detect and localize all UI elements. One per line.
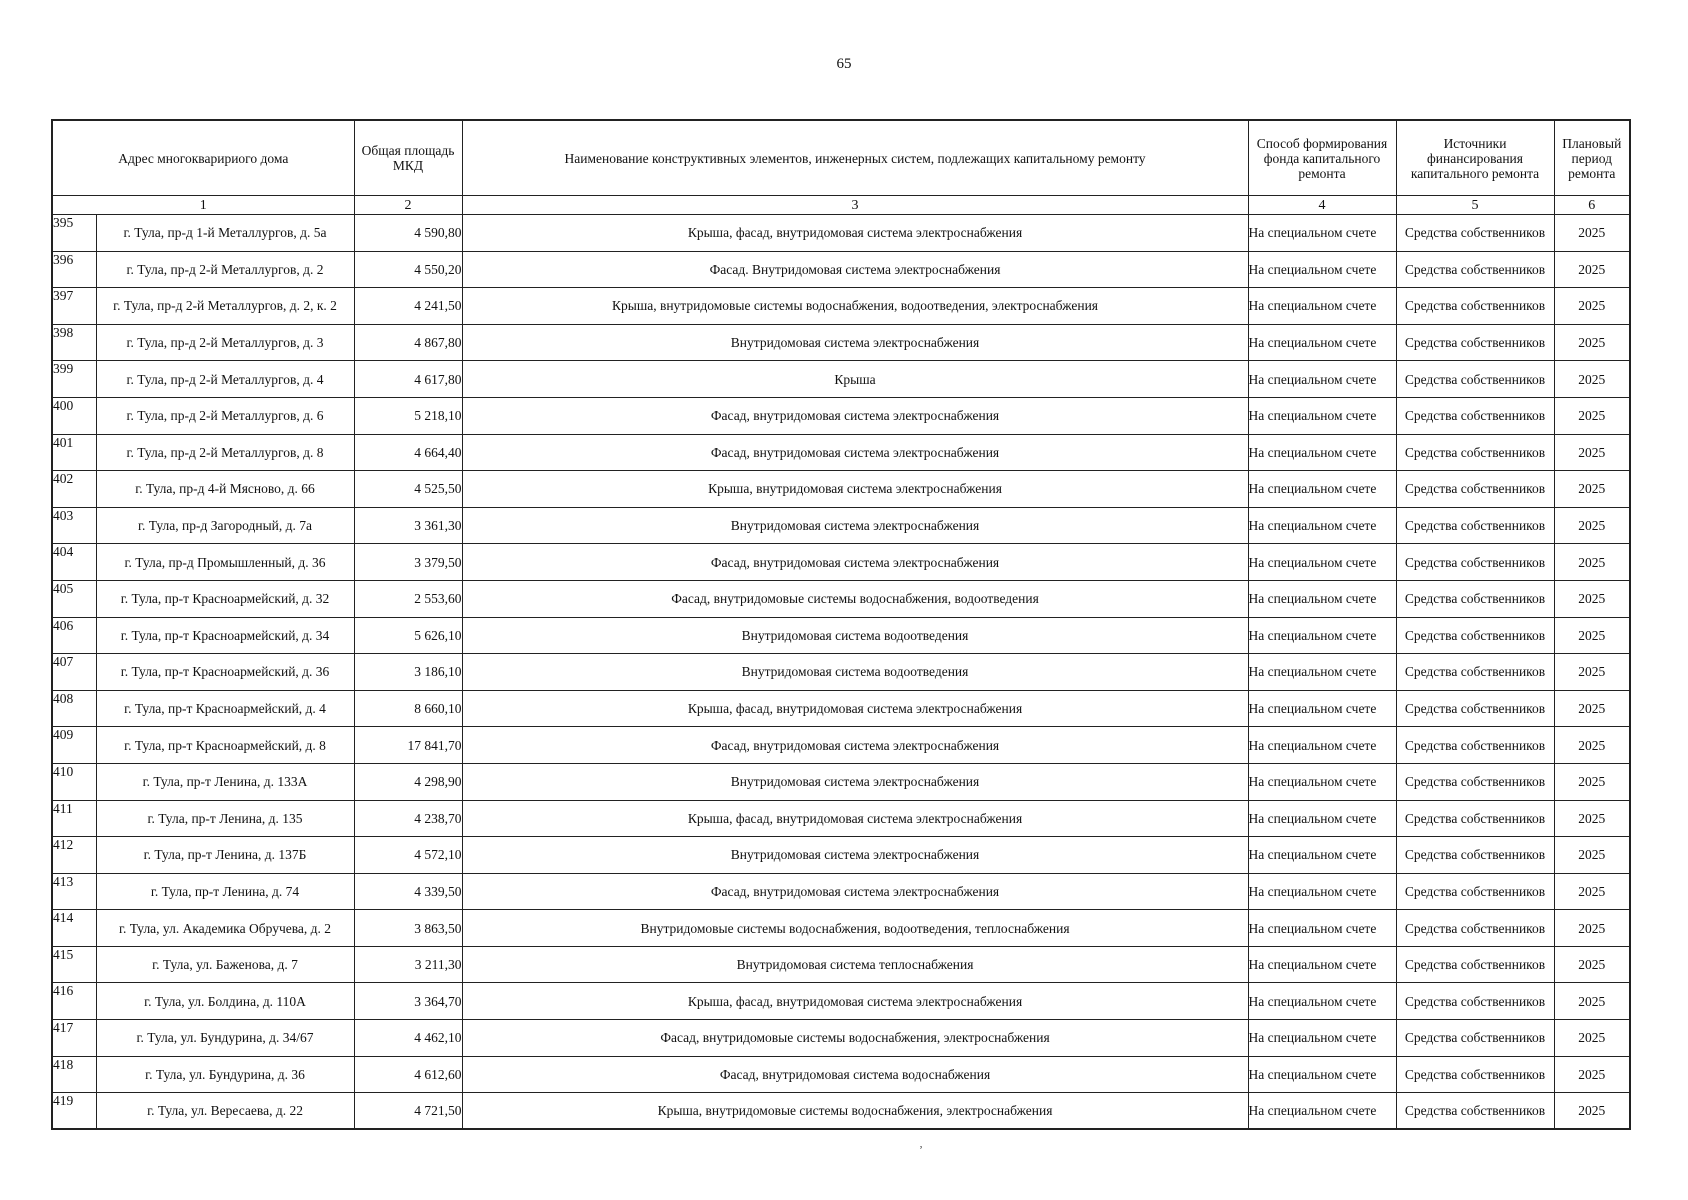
row-number: 408	[52, 690, 96, 727]
period-cell: 2025	[1554, 544, 1630, 581]
column-number: 3	[462, 196, 1248, 215]
address-cell: г. Тула, пр-т Ленина, д. 137Б	[96, 837, 354, 874]
method-cell: На специальном счете	[1248, 763, 1396, 800]
area-cell: 4 525,50	[354, 471, 462, 508]
area-cell: 4 617,80	[354, 361, 462, 398]
header-address: Адрес многокваририого дома	[52, 120, 354, 196]
address-cell: г. Тула, пр-д 2-й Металлургов, д. 8	[96, 434, 354, 471]
address-cell: г. Тула, ул. Бундурина, д. 36	[96, 1056, 354, 1093]
address-cell: г. Тула, пр-д 2-й Металлургов, д. 2	[96, 251, 354, 288]
method-cell: На специальном счете	[1248, 837, 1396, 874]
period-cell: 2025	[1554, 471, 1630, 508]
address-cell: г. Тула, ул. Болдина, д. 110А	[96, 983, 354, 1020]
period-cell: 2025	[1554, 580, 1630, 617]
method-cell: На специальном счете	[1248, 654, 1396, 691]
method-cell: На специальном счете	[1248, 471, 1396, 508]
method-cell: На специальном счете	[1248, 397, 1396, 434]
area-cell: 4 462,10	[354, 1020, 462, 1057]
header-elements: Наименование конструктивных элементов, инженерных систем, подлежащих капитальному ремонту	[462, 120, 1248, 196]
elements-cell: Фасад, внутридомовые системы водоснабжения, электроснабжения	[462, 1020, 1248, 1057]
table-row	[52, 800, 1630, 837]
elements-cell: Фасад, внутридомовая система электроснабжения	[462, 397, 1248, 434]
row-number: 405	[52, 580, 96, 617]
address-cell: г. Тула, ул. Академика Обручева, д. 2	[96, 910, 354, 947]
area-cell: 4 241,50	[354, 288, 462, 325]
area-cell: 3 379,50	[354, 544, 462, 581]
area-cell: 4 339,50	[354, 873, 462, 910]
row-number: 396	[52, 251, 96, 288]
row-number: 410	[52, 763, 96, 800]
period-cell: 2025	[1554, 910, 1630, 947]
period-cell: 2025	[1554, 288, 1630, 325]
table-header-row	[52, 120, 1630, 196]
source-cell: Средства собственников	[1396, 800, 1554, 837]
address-cell: г. Тула, пр-т Красноармейский, д. 8	[96, 727, 354, 764]
method-cell: На специальном счете	[1248, 324, 1396, 361]
address-cell: г. Тула, пр-т Красноармейский, д. 34	[96, 617, 354, 654]
area-cell: 5 218,10	[354, 397, 462, 434]
table-row	[52, 983, 1630, 1020]
address-cell: г. Тула, пр-д 2-й Металлургов, д. 2, к. 2	[96, 288, 354, 325]
row-number: 398	[52, 324, 96, 361]
source-cell: Средства собственников	[1396, 617, 1554, 654]
address-cell: г. Тула, пр-т Ленина, д. 133А	[96, 763, 354, 800]
period-cell: 2025	[1554, 1093, 1630, 1130]
area-cell: 2 553,60	[354, 580, 462, 617]
elements-cell: Фасад. Внутридомовая система электроснабжения	[462, 251, 1248, 288]
method-cell: На специальном счете	[1248, 690, 1396, 727]
table-row	[52, 324, 1630, 361]
row-number: 401	[52, 434, 96, 471]
table-row	[52, 361, 1630, 398]
elements-cell: Внутридомовая система теплоснабжения	[462, 946, 1248, 983]
elements-cell: Фасад, внутридомовая система электроснабжения	[462, 544, 1248, 581]
table-row	[52, 251, 1630, 288]
column-number: 4	[1248, 196, 1396, 215]
method-cell: На специальном счете	[1248, 946, 1396, 983]
source-cell: Средства собственников	[1396, 1020, 1554, 1057]
elements-cell: Крыша, внутридомовые системы водоснабжения, электроснабжения	[462, 1093, 1248, 1130]
address-cell: г. Тула, пр-д 2-й Металлургов, д. 6	[96, 397, 354, 434]
column-number: 2	[354, 196, 462, 215]
row-number: 416	[52, 983, 96, 1020]
row-number: 418	[52, 1056, 96, 1093]
source-cell: Средства собственников	[1396, 251, 1554, 288]
table-row	[52, 873, 1630, 910]
method-cell: На специальном счете	[1248, 1020, 1396, 1057]
method-cell: На специальном счете	[1248, 1056, 1396, 1093]
table-row	[52, 471, 1630, 508]
source-cell: Средства собственников	[1396, 1056, 1554, 1093]
period-cell: 2025	[1554, 727, 1630, 764]
address-cell: г. Тула, пр-т Ленина, д. 74	[96, 873, 354, 910]
area-cell: 4 572,10	[354, 837, 462, 874]
row-number: 419	[52, 1093, 96, 1130]
period-cell: 2025	[1554, 617, 1630, 654]
area-cell: 4 721,50	[354, 1093, 462, 1130]
source-cell: Средства собственников	[1396, 727, 1554, 764]
elements-cell: Фасад, внутридомовая система водоснабжения	[462, 1056, 1248, 1093]
row-number: 397	[52, 288, 96, 325]
row-number: 411	[52, 800, 96, 837]
elements-cell: Внутридомовая система электроснабжения	[462, 837, 1248, 874]
method-cell: На специальном счете	[1248, 251, 1396, 288]
source-cell: Средства собственников	[1396, 873, 1554, 910]
elements-cell: Внутридомовая система водоотведения	[462, 617, 1248, 654]
method-cell: На специальном счете	[1248, 434, 1396, 471]
source-cell: Средства собственников	[1396, 324, 1554, 361]
period-cell: 2025	[1554, 800, 1630, 837]
address-cell: г. Тула, ул. Бундурина, д. 34/67	[96, 1020, 354, 1057]
table-row	[52, 434, 1630, 471]
period-cell: 2025	[1554, 690, 1630, 727]
method-cell: На специальном счете	[1248, 361, 1396, 398]
row-number: 414	[52, 910, 96, 947]
period-cell: 2025	[1554, 654, 1630, 691]
elements-cell: Фасад, внутридомовая система электроснабжения	[462, 727, 1248, 764]
elements-cell: Внутридомовые системы водоснабжения, водоотведения, теплоснабжения	[462, 910, 1248, 947]
table-row	[52, 763, 1630, 800]
elements-cell: Внутридомовая система электроснабжения	[462, 763, 1248, 800]
area-cell: 4 612,60	[354, 1056, 462, 1093]
row-number: 407	[52, 654, 96, 691]
address-cell: г. Тула, пр-д Загородный, д. 7а	[96, 507, 354, 544]
source-cell: Средства собственников	[1396, 471, 1554, 508]
area-cell: 4 664,40	[354, 434, 462, 471]
area-cell: 8 660,10	[354, 690, 462, 727]
elements-cell: Фасад, внутридомовые системы водоснабжения, водоотведения	[462, 580, 1248, 617]
elements-cell: Крыша, внутридомовая система электроснабжения	[462, 471, 1248, 508]
elements-cell: Крыша, фасад, внутридомовая система электроснабжения	[462, 690, 1248, 727]
elements-cell: Внутридомовая система электроснабжения	[462, 324, 1248, 361]
address-cell: г. Тула, пр-т Красноармейский, д. 4	[96, 690, 354, 727]
method-cell: На специальном счете	[1248, 1093, 1396, 1130]
source-cell: Средства собственников	[1396, 397, 1554, 434]
address-cell: г. Тула, ул. Баженова, д. 7	[96, 946, 354, 983]
area-cell: 17 841,70	[354, 727, 462, 764]
header-source: Источники финансирования капитального ремонта	[1396, 120, 1554, 196]
row-number: 406	[52, 617, 96, 654]
elements-cell: Внутридомовая система водоотведения	[462, 654, 1248, 691]
address-cell: г. Тула, пр-д 1-й Металлургов, д. 5а	[96, 215, 354, 252]
area-cell: 4 238,70	[354, 800, 462, 837]
period-cell: 2025	[1554, 251, 1630, 288]
area-cell: 3 361,30	[354, 507, 462, 544]
column-number: 1	[52, 196, 354, 215]
method-cell: На специальном счете	[1248, 910, 1396, 947]
period-cell: 2025	[1554, 361, 1630, 398]
table-row	[52, 946, 1630, 983]
table-row	[52, 690, 1630, 727]
source-cell: Средства собственников	[1396, 507, 1554, 544]
header-period: Плановый период ремонта	[1554, 120, 1630, 196]
table-body	[52, 215, 1630, 1130]
area-cell: 4 590,80	[354, 215, 462, 252]
elements-cell: Крыша, фасад, внутридомовая система электроснабжения	[462, 215, 1248, 252]
row-number: 415	[52, 946, 96, 983]
method-cell: На специальном счете	[1248, 800, 1396, 837]
table-row	[52, 1056, 1630, 1093]
repair-plan-table	[51, 119, 1631, 1130]
table-row	[52, 837, 1630, 874]
method-cell: На специальном счете	[1248, 507, 1396, 544]
source-cell: Средства собственников	[1396, 690, 1554, 727]
method-cell: На специальном счете	[1248, 873, 1396, 910]
period-cell: 2025	[1554, 873, 1630, 910]
area-cell: 4 298,90	[354, 763, 462, 800]
table-row	[52, 654, 1630, 691]
address-cell: г. Тула, пр-т Красноармейский, д. 32	[96, 580, 354, 617]
table-row	[52, 727, 1630, 764]
source-cell: Средства собственников	[1396, 946, 1554, 983]
period-cell: 2025	[1554, 946, 1630, 983]
area-cell: 3 364,70	[354, 983, 462, 1020]
period-cell: 2025	[1554, 983, 1630, 1020]
address-cell: г. Тула, пр-т Красноармейский, д. 36	[96, 654, 354, 691]
method-cell: На специальном счете	[1248, 544, 1396, 581]
page-number: 65	[836, 56, 852, 72]
period-cell: 2025	[1554, 1020, 1630, 1057]
table-row	[52, 288, 1630, 325]
area-cell: 4 867,80	[354, 324, 462, 361]
address-cell: г. Тула, пр-т Ленина, д. 135	[96, 800, 354, 837]
table-row	[52, 910, 1630, 947]
row-number: 409	[52, 727, 96, 764]
source-cell: Средства собственников	[1396, 837, 1554, 874]
table-row	[52, 1020, 1630, 1057]
area-cell: 3 863,50	[354, 910, 462, 947]
source-cell: Средства собственников	[1396, 983, 1554, 1020]
row-number: 395	[52, 215, 96, 252]
row-number: 399	[52, 361, 96, 398]
address-cell: г. Тула, пр-д 2-й Металлургов, д. 4	[96, 361, 354, 398]
header-method: Способ формирования фонда капитального ремонта	[1248, 120, 1396, 196]
elements-cell: Фасад, внутридомовая система электроснабжения	[462, 434, 1248, 471]
method-cell: На специальном счете	[1248, 983, 1396, 1020]
source-cell: Средства собственников	[1396, 361, 1554, 398]
table-row	[52, 580, 1630, 617]
row-number: 417	[52, 1020, 96, 1057]
table-row	[52, 617, 1630, 654]
address-cell: г. Тула, пр-д Промышленный, д. 36	[96, 544, 354, 581]
method-cell: На специальном счете	[1248, 617, 1396, 654]
column-number: 5	[1396, 196, 1554, 215]
table-row	[52, 544, 1630, 581]
header-area: Общая площадь МКД	[354, 120, 462, 196]
address-cell: г. Тула, пр-д 2-й Металлургов, д. 3	[96, 324, 354, 361]
period-cell: 2025	[1554, 215, 1630, 252]
period-cell: 2025	[1554, 507, 1630, 544]
period-cell: 2025	[1554, 397, 1630, 434]
source-cell: Средства собственников	[1396, 1093, 1554, 1130]
table-row	[52, 1093, 1630, 1130]
elements-cell: Внутридомовая система электроснабжения	[462, 507, 1248, 544]
area-cell: 5 626,10	[354, 617, 462, 654]
row-number: 400	[52, 397, 96, 434]
area-cell: 4 550,20	[354, 251, 462, 288]
table-row	[52, 215, 1630, 252]
source-cell: Средства собственников	[1396, 288, 1554, 325]
source-cell: Средства собственников	[1396, 580, 1554, 617]
scan-mark: ʼ	[919, 1143, 923, 1157]
source-cell: Средства собственников	[1396, 544, 1554, 581]
table-row	[52, 397, 1630, 434]
method-cell: На специальном счете	[1248, 215, 1396, 252]
period-cell: 2025	[1554, 434, 1630, 471]
table-row	[52, 507, 1630, 544]
row-number: 412	[52, 837, 96, 874]
row-number: 404	[52, 544, 96, 581]
source-cell: Средства собственников	[1396, 215, 1554, 252]
row-number: 403	[52, 507, 96, 544]
area-cell: 3 211,30	[354, 946, 462, 983]
elements-cell: Крыша, фасад, внутридомовая система электроснабжения	[462, 983, 1248, 1020]
period-cell: 2025	[1554, 1056, 1630, 1093]
elements-cell: Фасад, внутридомовая система электроснабжения	[462, 873, 1248, 910]
period-cell: 2025	[1554, 837, 1630, 874]
row-number: 413	[52, 873, 96, 910]
source-cell: Средства собственников	[1396, 654, 1554, 691]
elements-cell: Крыша, фасад, внутридомовая система электроснабжения	[462, 800, 1248, 837]
column-number: 6	[1554, 196, 1630, 215]
address-cell: г. Тула, пр-д 4-й Мясново, д. 66	[96, 471, 354, 508]
source-cell: Средства собственников	[1396, 763, 1554, 800]
elements-cell: Крыша, внутридомовые системы водоснабжения, водоотведения, электроснабжения	[462, 288, 1248, 325]
period-cell: 2025	[1554, 763, 1630, 800]
source-cell: Средства собственников	[1396, 434, 1554, 471]
row-number: 402	[52, 471, 96, 508]
column-number-row	[52, 196, 1630, 215]
address-cell: г. Тула, ул. Вересаева, д. 22	[96, 1093, 354, 1130]
period-cell: 2025	[1554, 324, 1630, 361]
method-cell: На специальном счете	[1248, 727, 1396, 764]
area-cell: 3 186,10	[354, 654, 462, 691]
method-cell: На специальном счете	[1248, 288, 1396, 325]
method-cell: На специальном счете	[1248, 580, 1396, 617]
elements-cell: Крыша	[462, 361, 1248, 398]
source-cell: Средства собственников	[1396, 910, 1554, 947]
